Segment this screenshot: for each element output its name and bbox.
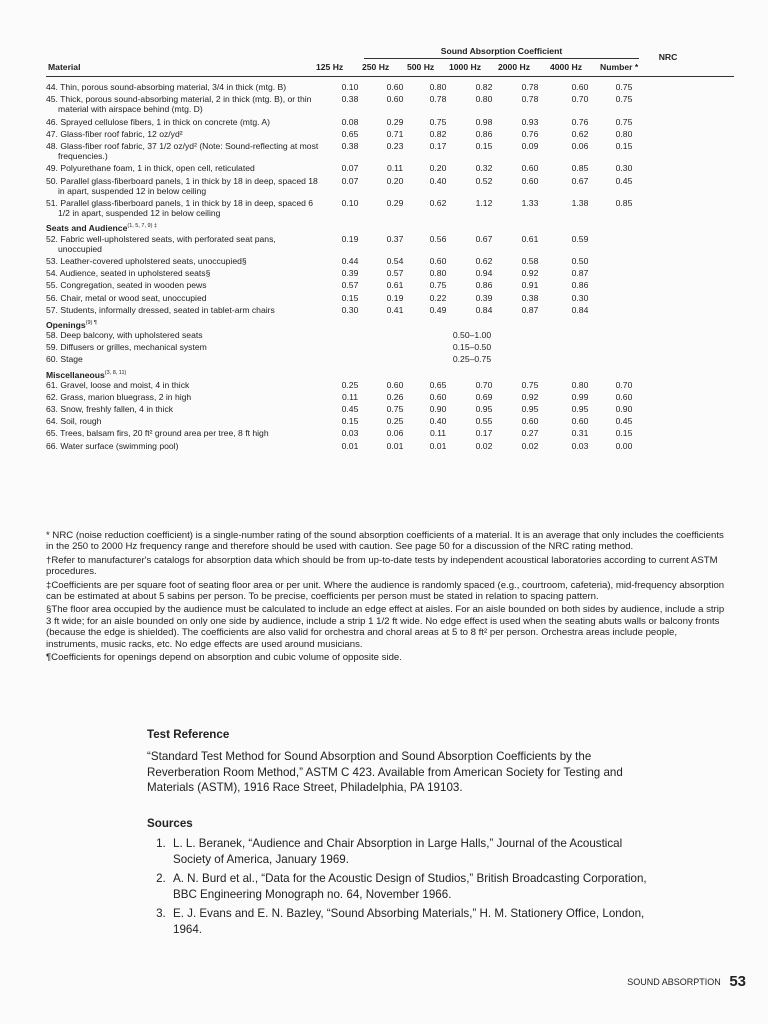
freq-500: 500 Hz — [407, 62, 435, 72]
material-cell: 44. Thin, porous sound-absorbing material, 3/4 in thick (mtg. B) — [46, 82, 287, 92]
coefficient-cell: 0.67 — [475, 233, 493, 244]
section-refs: (9) ¶ — [85, 319, 97, 326]
coefficient-cell: 0.60 — [521, 175, 539, 186]
material-cell: 55. Congregation, seated in wooden pews — [46, 280, 207, 291]
table-row — [46, 198, 734, 218]
coefficient-cell: 0.86 — [475, 128, 493, 139]
footnote: †Refer to manufacturer's catalogs for absorption data which should be from up-to-date tests by independent acoustical laboratories according to current ASTM procedures. — [46, 554, 718, 578]
coefficient-cell: 0.59 — [571, 233, 589, 244]
section-seats-and-audience — [46, 221, 734, 233]
material-cell: 51. Parallel glass-fiberboard panels, 1 in thick by 18 in deep, spaced 6 1/2 in apart, suspended 12 in below ceiling — [46, 198, 314, 219]
coefficient-cell: 0.62 — [475, 255, 493, 266]
coefficient-cell: 0.11 — [386, 163, 404, 174]
coefficient-cell: 0.70 — [475, 379, 493, 390]
coefficient-cell: 0.01 — [429, 440, 447, 451]
coefficient-cell: 0.60 — [521, 163, 539, 174]
coefficient-cell: 0.78 — [521, 94, 539, 105]
material-cell: 52. Fabric well-upholstered seats, with perforated seat pans, unoccupied — [46, 233, 276, 254]
table-row — [46, 82, 734, 92]
coefficient-cell: 0.01 — [386, 440, 404, 451]
source-item: 3. E. J. Evans and E. N. Bazley, “Sound Absorbing Materials,” H. M. Stationery Office, London, 1964. — [169, 906, 647, 937]
coefficient-cell: 0.82 — [429, 128, 447, 139]
range-cell: 0.15–0.50 — [452, 342, 492, 353]
coefficient-cell: 0.85 — [571, 163, 589, 174]
range-cell: 0.50–1.00 — [452, 329, 492, 340]
coefficient-cell: 0.56 — [429, 233, 447, 244]
freq-2000: 2000 Hz — [498, 62, 531, 72]
coefficient-cell: 0.01 — [341, 440, 359, 451]
table-row — [46, 404, 734, 414]
coefficient-cell: 0.20 — [429, 163, 447, 174]
coefficient-cell: 0.58 — [521, 255, 539, 266]
material-cell: 60. Stage — [46, 354, 83, 365]
coefficient-cell: 0.86 — [475, 280, 493, 291]
table-row — [46, 330, 734, 340]
nrc-cell: 0.85 — [615, 198, 633, 209]
coefficient-cell: 0.52 — [475, 175, 493, 186]
coefficient-cell: 0.30 — [571, 292, 589, 303]
coefficient-cell: 0.17 — [475, 428, 493, 439]
table-row — [46, 428, 734, 438]
coefficient-cell: 0.60 — [386, 379, 404, 390]
coefficient-cell: 0.03 — [571, 440, 589, 451]
range-cell: 0.25–0.75 — [452, 354, 492, 365]
coefficient-cell: 0.38 — [341, 141, 359, 152]
coefficient-cell: 0.75 — [429, 280, 447, 291]
coefficient-cell: 0.61 — [386, 280, 404, 291]
sources-section — [147, 817, 647, 941]
nrc-cell: 0.45 — [615, 416, 633, 427]
coefficient-cell: 0.71 — [386, 128, 404, 139]
material-header: Material — [48, 62, 81, 72]
coefficient-cell: 0.23 — [386, 141, 404, 152]
material-cell: 63. Snow, freshly fallen, 4 in thick — [46, 404, 174, 415]
coefficient-cell: 0.38 — [341, 94, 359, 105]
table-row — [46, 392, 734, 402]
section-miscellaneous — [46, 368, 734, 380]
coefficient-cell: 0.87 — [521, 304, 539, 315]
coefficient-cell: 0.22 — [429, 292, 447, 303]
section-name: SOUND ABSORPTION — [627, 977, 721, 987]
coefficient-cell: 0.44 — [341, 255, 359, 266]
coefficient-cell: 0.37 — [386, 233, 404, 244]
coefficient-cell: 0.15 — [341, 292, 359, 303]
section-title: Miscellaneous — [46, 369, 105, 380]
nrc-cell: 0.60 — [615, 391, 633, 402]
coefficient-cell: 0.31 — [571, 428, 589, 439]
coefficient-cell: 1.33 — [521, 198, 539, 209]
material-cell: 53. Leather-covered upholstered seats, unoccupied§ — [46, 255, 247, 266]
material-cell: 58. Deep balcony, with upholstered seats — [46, 329, 203, 340]
coefficient-cell: 0.76 — [521, 128, 539, 139]
table-row — [46, 441, 734, 451]
material-cell: 66. Water surface (swimming pool) — [46, 440, 179, 451]
source-item: 1. L. L. Beranek, “Audience and Chair Absorption in Large Halls,” Journal of the Acoustical Society of America, January 1969. — [169, 836, 647, 867]
coefficient-cell: 0.62 — [571, 128, 589, 139]
coefficient-cell: 0.60 — [429, 255, 447, 266]
footnote: * NRC (noise reduction coefficient) is a single-number rating of the sound absorption coefficients of a material. It is an average that only includes the coefficients in the 250 to 2000 Hz frequency range and therefore should be used with caution. See page 50 for a discussion of the NRC rating method. — [46, 530, 724, 553]
coefficient-cell: 0.84 — [571, 304, 589, 315]
coefficient-cell: 0.90 — [429, 404, 447, 415]
source-item: 2. A. N. Burd et al., “Data for the Acoustic Design of Studios,” British Broadcasting Corporation, BBC Engineering Monograph no. 64, November 1966. — [169, 871, 647, 902]
coefficient-cell: 0.17 — [429, 141, 447, 152]
coefficient-cell: 0.80 — [429, 268, 447, 279]
material-cell: 50. Parallel glass-fiberboard panels, 1 in thick by 18 in deep, spaced 18 in apart, suspended 12 in below ceiling — [46, 175, 318, 196]
nrc-cell: 0.45 — [615, 175, 633, 186]
coefficient-cell: 0.92 — [521, 391, 539, 402]
coefficient-cell: 0.87 — [571, 268, 589, 279]
table-row — [46, 141, 734, 161]
test-reference-text: “Standard Test Method for Sound Absorption and Sound Absorption Coefficients by the Reverberation Room Method,” ASTM C 423. Available from American Society for Testing and Materials (ASTM), 1916 Race Street, Philadelphia, PA 19103. — [147, 750, 623, 794]
coefficient-cell: 0.91 — [521, 280, 539, 291]
coefficient-cell: 0.70 — [571, 94, 589, 105]
coefficient-cell: 0.60 — [571, 416, 589, 427]
coefficient-cell: 0.75 — [521, 379, 539, 390]
freq-125: 125 Hz — [316, 62, 344, 72]
coefficient-cell: 0.84 — [475, 304, 493, 315]
table-row — [46, 256, 734, 266]
table-row — [46, 268, 734, 278]
footnote: ¶Coefficients for openings depend on absorption and cubic volume of opposite side. — [46, 652, 402, 664]
coefficient-cell: 0.06 — [571, 141, 589, 152]
material-cell: 64. Soil, rough — [46, 416, 102, 427]
nrc-header-bottom: Number * — [600, 62, 639, 72]
freq-250: 250 Hz — [362, 62, 390, 72]
coefficient-cell: 0.57 — [386, 268, 404, 279]
nrc-header-top: NRC — [658, 52, 678, 62]
test-reference-section — [147, 728, 647, 796]
coefficient-cell: 0.11 — [429, 428, 447, 439]
coefficient-cell: 0.39 — [341, 268, 359, 279]
group-header: Sound Absorption Coefficient — [364, 46, 639, 59]
footnotes — [46, 530, 726, 665]
table-row — [46, 176, 734, 196]
coefficient-cell: 0.32 — [475, 163, 493, 174]
coefficient-cell: 0.15 — [341, 416, 359, 427]
material-cell: 61. Gravel, loose and moist, 4 in thick — [46, 379, 190, 390]
table-row — [46, 117, 734, 127]
coefficient-cell: 0.98 — [475, 116, 493, 127]
nrc-cell: 0.90 — [615, 404, 633, 415]
test-reference-heading: Test Reference — [147, 728, 230, 741]
coefficient-cell: 0.25 — [341, 379, 359, 390]
coefficient-cell: 0.57 — [341, 280, 359, 291]
table-row — [46, 280, 734, 290]
coefficient-cell: 0.69 — [475, 391, 493, 402]
coefficient-cell: 0.25 — [386, 416, 404, 427]
coefficient-cell: 0.80 — [429, 82, 447, 92]
coefficient-cell: 0.40 — [429, 175, 447, 186]
section-title: Seats and Audience — [46, 223, 128, 234]
coefficient-cell: 0.95 — [571, 404, 589, 415]
coefficient-cell: 1.38 — [571, 198, 589, 209]
coefficient-cell: 0.26 — [386, 391, 404, 402]
coefficient-cell: 0.60 — [386, 94, 404, 105]
coefficient-cell: 0.49 — [429, 304, 447, 315]
table-row — [46, 234, 734, 254]
coefficient-cell: 0.30 — [341, 304, 359, 315]
coefficient-cell: 0.67 — [571, 175, 589, 186]
coefficient-cell: 1.12 — [475, 198, 493, 209]
coefficient-cell: 0.75 — [386, 404, 404, 415]
coefficient-cell: 0.55 — [475, 416, 493, 427]
coefficient-cell: 0.11 — [341, 391, 359, 402]
coefficient-cell: 0.61 — [521, 233, 539, 244]
material-cell: 59. Diffusers or grilles, mechanical system — [46, 342, 207, 353]
section-openings — [46, 318, 734, 330]
material-cell: 49. Polyurethane foam, 1 in thick, open cell, reticulated — [46, 163, 255, 174]
coefficient-cell: 0.95 — [521, 404, 539, 415]
coefficient-cell: 0.19 — [341, 233, 359, 244]
page-footer — [627, 973, 746, 990]
coefficient-cell: 0.93 — [521, 116, 539, 127]
footnote: §The floor area occupied by the audience must be calculated to include an edge effect at aisles. For an aisle bounded on both sides by audience, include a strip 3 ft wide; for an aisle bounded on only one side by audience, include a strip 1 1/2 ft wide. No edge effect is used when the seating abuts walls or balcony fronts (because the edge is shielded). The coefficients are also valid for orchestra and choral areas at 5 to 8 ft² per person. Orchestra areas include people, instruments, music racks, etc. No edge effects are used around musicians. — [46, 604, 725, 650]
coefficient-cell: 0.60 — [429, 391, 447, 402]
coefficient-cell: 0.08 — [341, 116, 359, 127]
coefficient-cell: 0.65 — [341, 128, 359, 139]
nrc-cell: 0.75 — [615, 94, 633, 105]
coefficient-cell: 0.10 — [341, 82, 359, 92]
freq-1000: 1000 Hz — [449, 62, 482, 72]
section-refs: (1, 5, 7, 9) ‡ — [127, 223, 158, 230]
section-refs: (3, 8, 11) — [104, 369, 127, 376]
coefficient-cell: 0.75 — [429, 116, 447, 127]
coefficient-cell: 0.60 — [386, 82, 404, 92]
footnote: ‡Coefficients are per square foot of seating floor area or per unit. Where the audience is randomly spaced (e.g., courtroom, cafeteria), mid-frequency absorption can be estimated at about 5 sabins per person. To be precise, coefficients per person must be stated in relation to spacing pattern. — [46, 579, 725, 603]
table-row — [46, 380, 734, 390]
coefficient-cell: 0.78 — [521, 82, 539, 92]
nrc-cell: 0.70 — [615, 379, 633, 390]
page-number: 53 — [729, 973, 746, 990]
coefficient-cell: 0.10 — [341, 198, 359, 209]
material-cell: 56. Chair, metal or wood seat, unoccupied — [46, 292, 207, 303]
nrc-cell: 0.15 — [615, 141, 633, 152]
nrc-cell: 0.15 — [615, 428, 633, 439]
coefficient-cell: 0.07 — [341, 163, 359, 174]
sources-heading: Sources — [147, 817, 193, 830]
coefficient-cell: 0.54 — [386, 255, 404, 266]
section-title: Openings — [46, 319, 86, 330]
table-body — [46, 82, 734, 453]
material-cell: 65. Trees, balsam firs, 20 ft² ground area per tree, 8 ft high — [46, 428, 269, 439]
nrc-cell: 0.00 — [615, 440, 633, 451]
nrc-cell: 0.30 — [615, 163, 633, 174]
material-cell: 57. Students, informally dressed, seated in tablet-arm chairs — [46, 304, 275, 315]
coefficient-cell: 0.80 — [475, 94, 493, 105]
material-cell: 48. Glass-fiber roof fabric, 37 1/2 oz/yd² (Note: Sound-reflecting at most frequencies.) — [46, 141, 319, 162]
coefficient-cell: 0.99 — [571, 391, 589, 402]
coefficient-cell: 0.82 — [475, 82, 493, 92]
table-row — [46, 163, 734, 173]
freq-4000: 4000 Hz — [550, 62, 583, 72]
coefficient-cell: 0.50 — [571, 255, 589, 266]
coefficient-cell: 0.02 — [521, 440, 539, 451]
nrc-cell: 0.75 — [615, 82, 633, 92]
coefficient-cell: 0.03 — [341, 428, 359, 439]
coefficient-cell: 0.20 — [386, 175, 404, 186]
material-cell: 62. Grass, marion bluegrass, 2 in high — [46, 391, 192, 402]
coefficient-cell: 0.02 — [475, 440, 493, 451]
material-cell: 46. Sprayed cellulose fibers, 1 in thick on concrete (mtg. A) — [46, 116, 271, 127]
table-row — [46, 416, 734, 426]
coefficient-cell: 0.94 — [475, 268, 493, 279]
table-row — [46, 129, 734, 139]
table-row — [46, 293, 734, 303]
coefficient-cell: 0.07 — [341, 175, 359, 186]
coefficient-cell: 0.19 — [386, 292, 404, 303]
table-row — [46, 342, 734, 352]
coefficient-cell: 0.65 — [429, 379, 447, 390]
table-row — [46, 354, 734, 364]
nrc-cell: 0.80 — [615, 128, 633, 139]
coefficient-cell: 0.80 — [571, 379, 589, 390]
table-row — [46, 94, 734, 114]
coefficient-cell: 0.86 — [571, 280, 589, 291]
coefficient-cell: 0.60 — [571, 82, 589, 92]
coefficient-cell: 0.41 — [386, 304, 404, 315]
material-cell: 45. Thick, porous sound-absorbing material, 2 in thick (mtg. B), or thin material with airspace behind (mtg. D) — [46, 94, 312, 115]
coefficient-cell: 0.27 — [521, 428, 539, 439]
coefficient-cell: 0.62 — [429, 198, 447, 209]
coefficient-cell: 0.92 — [521, 268, 539, 279]
coefficient-cell: 0.15 — [475, 141, 493, 152]
material-cell: 54. Audience, seated in upholstered seats§ — [46, 268, 211, 279]
coefficient-cell: 0.76 — [571, 116, 589, 127]
coefficient-cell: 0.60 — [521, 416, 539, 427]
coefficient-cell: 0.95 — [475, 404, 493, 415]
coefficient-cell: 0.78 — [429, 94, 447, 105]
material-cell: 47. Glass-fiber roof fabric, 12 oz/yd² — [46, 128, 183, 139]
table-row — [46, 305, 734, 315]
coefficient-cell: 0.29 — [386, 198, 404, 209]
nrc-cell: 0.75 — [615, 116, 633, 127]
coefficient-cell: 0.45 — [341, 404, 359, 415]
column-header-row — [46, 62, 734, 77]
coefficient-cell: 0.29 — [386, 116, 404, 127]
coefficient-cell: 0.39 — [475, 292, 493, 303]
coefficient-cell: 0.40 — [429, 416, 447, 427]
coefficient-cell: 0.38 — [521, 292, 539, 303]
coefficient-cell: 0.09 — [521, 141, 539, 152]
coefficient-cell: 0.06 — [386, 428, 404, 439]
